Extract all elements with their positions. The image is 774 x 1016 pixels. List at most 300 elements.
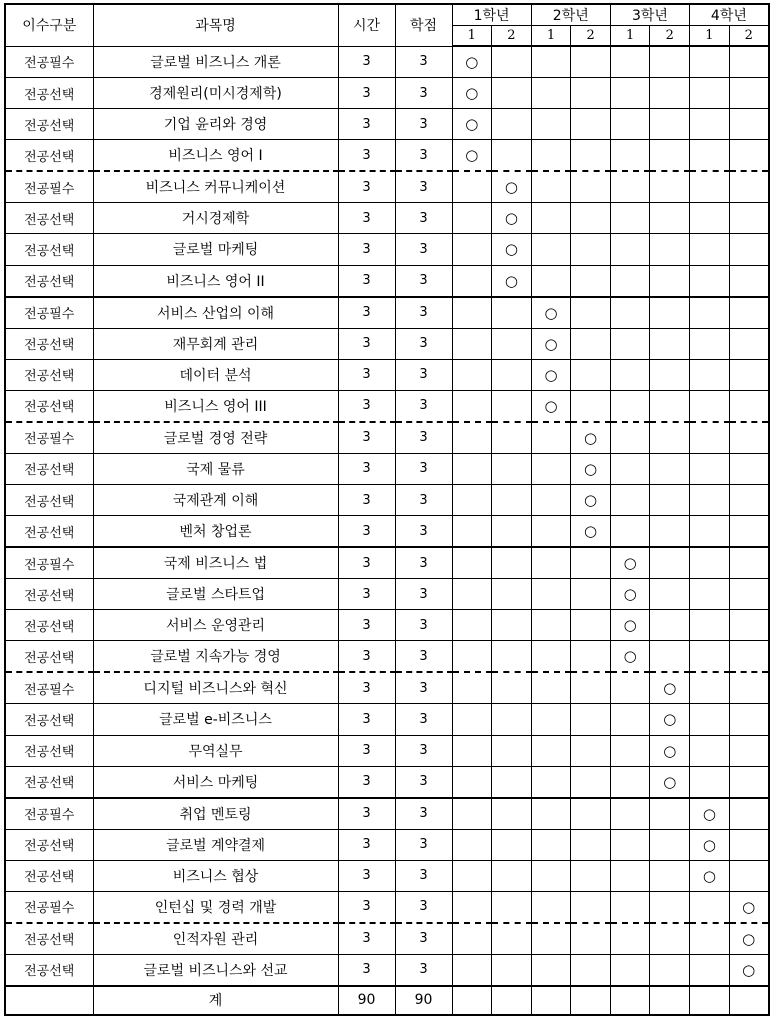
semester-cell [571,766,611,798]
semester-cell [729,46,769,78]
semester-cell [571,390,611,422]
semester-cell [571,610,611,641]
semester-mark-circle: ○ [650,672,690,704]
semester-cell [610,234,650,265]
semester-cell [610,516,650,548]
total-label: 계 [93,986,338,1015]
semester-cell [729,672,769,704]
semester-cell [531,140,571,172]
semester-mark-circle: ○ [610,610,650,641]
semester-cell [610,265,650,297]
credits-cell: 3 [395,547,452,579]
credits-cell: 3 [395,860,452,891]
credits-cell: 3 [395,234,452,265]
semester-cell [492,672,532,704]
semester-cell [650,171,690,203]
semester-cell [531,516,571,548]
table-row [5,484,769,515]
hours-cell: 3 [338,328,395,359]
course-name-cell: 무역실무 [93,735,338,766]
semester-cell [610,829,650,860]
semester-cell [610,484,650,515]
semester-cell [729,704,769,735]
semester-mark-circle: ○ [571,484,611,515]
total-empty-cell [5,986,93,1015]
semester-cell [492,547,532,579]
hours-cell: 3 [338,641,395,673]
semester-cell [650,265,690,297]
semester-cell [729,78,769,109]
semester-cell [531,672,571,704]
semester-cell [729,203,769,234]
semester-cell [571,798,611,830]
credits-cell: 3 [395,484,452,515]
semester-mark-circle: ○ [650,766,690,798]
semester-cell [650,484,690,515]
course-name-cell: 글로벌 지속가능 경영 [93,641,338,673]
course-name-cell: 글로벌 비즈니스와 선교 [93,954,338,986]
hours-cell: 3 [338,704,395,735]
header-semester: 2 [650,26,690,47]
credits-cell: 3 [395,453,452,484]
semester-cell [492,297,532,329]
header-semester: 2 [492,26,532,47]
semester-cell [531,704,571,735]
semester-cell [571,672,611,704]
semester-cell [610,78,650,109]
table-row [5,766,769,798]
course-name-cell: 비즈니스 협상 [93,860,338,891]
category-cell: 전공선택 [5,579,93,610]
semester-cell [690,735,730,766]
hours-cell: 3 [338,109,395,140]
semester-cell [492,798,532,830]
course-name-cell: 서비스 운영관리 [93,610,338,641]
semester-cell [492,328,532,359]
semester-cell [531,78,571,109]
semester-cell [690,140,730,172]
semester-cell [452,171,492,203]
semester-cell [690,704,730,735]
total-empty-cell [492,986,532,1015]
category-cell: 전공필수 [5,547,93,579]
table-row [5,171,769,203]
header-semester: 1 [531,26,571,47]
credits-cell: 3 [395,672,452,704]
semester-cell [452,954,492,986]
semester-cell [650,954,690,986]
credits-cell: 3 [395,390,452,422]
table-row [5,453,769,484]
total-hours: 90 [338,986,395,1015]
semester-cell [690,265,730,297]
semester-cell [531,579,571,610]
semester-cell [610,704,650,735]
credits-cell: 3 [395,140,452,172]
credits-cell: 3 [395,735,452,766]
hours-cell: 3 [338,422,395,454]
hours-cell: 3 [338,390,395,422]
table-row [5,547,769,579]
semester-cell [690,516,730,548]
semester-cell [492,860,532,891]
semester-cell [571,735,611,766]
semester-cell [610,297,650,329]
header-hours: 시간 [338,4,395,46]
category-cell: 전공선택 [5,78,93,109]
table-row [5,860,769,891]
course-name-cell: 국제 물류 [93,453,338,484]
table-row [5,109,769,140]
semester-cell [492,735,532,766]
semester-cell [610,860,650,891]
semester-cell [452,484,492,515]
semester-cell [531,891,571,923]
category-cell: 전공선택 [5,735,93,766]
semester-cell [610,672,650,704]
semester-cell [452,203,492,234]
semester-cell [531,422,571,454]
total-empty-cell [729,986,769,1015]
table-row [5,954,769,986]
table-row [5,579,769,610]
category-cell: 전공필수 [5,297,93,329]
credits-cell: 3 [395,328,452,359]
table-row [5,359,769,390]
semester-cell [571,641,611,673]
semester-cell [690,547,730,579]
semester-cell [492,923,532,955]
semester-cell [650,829,690,860]
semester-cell [610,328,650,359]
category-cell: 전공선택 [5,923,93,955]
total-credits: 90 [395,986,452,1015]
credits-cell: 3 [395,891,452,923]
total-empty-cell [571,986,611,1015]
total-empty-cell [452,986,492,1015]
hours-cell: 3 [338,860,395,891]
semester-cell [729,140,769,172]
course-name-cell: 비즈니스 영어 I [93,140,338,172]
semester-cell [650,328,690,359]
table-row [5,203,769,234]
semester-cell [452,516,492,548]
table-row [5,328,769,359]
semester-cell [729,484,769,515]
table-row [5,735,769,766]
course-name-cell: 서비스 산업의 이해 [93,297,338,329]
hours-cell: 3 [338,453,395,484]
hours-cell: 3 [338,265,395,297]
category-cell: 전공필수 [5,891,93,923]
course-name-cell: 글로벌 e-비즈니스 [93,704,338,735]
semester-cell [690,641,730,673]
hours-cell: 3 [338,140,395,172]
semester-mark-circle: ○ [452,109,492,140]
semester-mark-circle: ○ [531,297,571,329]
hours-cell: 3 [338,579,395,610]
course-name-cell: 디지털 비즈니스와 혁신 [93,672,338,704]
header-semester: 1 [690,26,730,47]
semester-cell [610,453,650,484]
semester-cell [610,923,650,955]
semester-cell [650,78,690,109]
semester-cell [690,203,730,234]
semester-mark-circle: ○ [571,516,611,548]
credits-cell: 3 [395,203,452,234]
credits-cell: 3 [395,265,452,297]
semester-cell [452,359,492,390]
semester-cell [492,109,532,140]
semester-cell [571,891,611,923]
semester-cell [452,297,492,329]
semester-mark-circle: ○ [729,954,769,986]
semester-cell [531,171,571,203]
semester-cell [650,453,690,484]
semester-cell [531,641,571,673]
semester-cell [492,704,532,735]
table-row [5,422,769,454]
course-name-cell: 글로벌 마케팅 [93,234,338,265]
semester-cell [531,46,571,78]
credits-cell: 3 [395,359,452,390]
semester-mark-circle: ○ [452,78,492,109]
category-cell: 전공선택 [5,860,93,891]
semester-cell [690,672,730,704]
semester-cell [492,453,532,484]
semester-cell [729,328,769,359]
semester-cell [729,766,769,798]
course-name-cell: 비즈니스 영어 III [93,390,338,422]
semester-cell [571,203,611,234]
semester-cell [729,798,769,830]
semester-cell [492,579,532,610]
semester-cell [531,610,571,641]
semester-cell [531,954,571,986]
category-cell: 전공선택 [5,265,93,297]
semester-cell [571,923,611,955]
semester-cell [610,203,650,234]
total-empty-cell [650,986,690,1015]
table-row [5,78,769,109]
semester-cell [610,46,650,78]
course-name-cell: 인적자원 관리 [93,923,338,955]
semester-cell [650,46,690,78]
table-header [5,4,769,46]
category-cell: 전공선택 [5,359,93,390]
semester-cell [729,579,769,610]
semester-cell [531,798,571,830]
hours-cell: 3 [338,735,395,766]
semester-cell [610,798,650,830]
header-semester: 1 [452,26,492,47]
hours-cell: 3 [338,829,395,860]
semester-cell [729,860,769,891]
table-row [5,798,769,830]
semester-cell [690,171,730,203]
semester-cell [571,829,611,860]
semester-mark-circle: ○ [531,328,571,359]
category-cell: 전공선택 [5,109,93,140]
semester-cell [729,422,769,454]
category-cell: 전공선택 [5,641,93,673]
credits-cell: 3 [395,109,452,140]
credits-cell: 3 [395,704,452,735]
semester-cell [729,516,769,548]
header-year-1: 1학년 [452,4,531,26]
semester-cell [650,641,690,673]
semester-cell [690,579,730,610]
semester-cell [531,860,571,891]
semester-cell [452,891,492,923]
category-cell: 전공필수 [5,672,93,704]
semester-cell [729,735,769,766]
semester-cell [492,359,532,390]
course-name-cell: 재무회계 관리 [93,328,338,359]
hours-cell: 3 [338,46,395,78]
category-cell: 전공선택 [5,954,93,986]
semester-cell [690,766,730,798]
semester-cell [690,390,730,422]
category-cell: 전공선택 [5,390,93,422]
total-empty-cell [531,986,571,1015]
semester-mark-circle: ○ [571,453,611,484]
semester-mark-circle: ○ [492,234,532,265]
header-year-4: 4학년 [690,4,769,26]
semester-cell [531,923,571,955]
semester-cell [650,579,690,610]
category-cell: 전공선택 [5,203,93,234]
semester-cell [571,328,611,359]
semester-cell [452,735,492,766]
table-row [5,390,769,422]
semester-cell [690,359,730,390]
semester-cell [650,203,690,234]
semester-cell [492,422,532,454]
semester-cell [531,109,571,140]
category-cell: 전공필수 [5,46,93,78]
course-name-cell: 벤처 창업론 [93,516,338,548]
course-name-cell: 인턴십 및 경력 개발 [93,891,338,923]
total-empty-cell [690,986,730,1015]
semester-cell [492,140,532,172]
header-year-3: 3학년 [610,4,689,26]
semester-mark-circle: ○ [531,390,571,422]
course-name-cell: 글로벌 경영 전략 [93,422,338,454]
semester-mark-circle: ○ [492,171,532,203]
semester-cell [650,860,690,891]
table-row [5,610,769,641]
semester-cell [452,579,492,610]
course-name-cell: 글로벌 스타트업 [93,579,338,610]
credits-cell: 3 [395,297,452,329]
semester-cell [729,547,769,579]
semester-cell [690,610,730,641]
semester-cell [729,641,769,673]
table-row [5,516,769,548]
semester-cell [650,422,690,454]
credits-cell: 3 [395,516,452,548]
semester-cell [452,547,492,579]
semester-cell [610,171,650,203]
semester-cell [571,140,611,172]
table-row [5,891,769,923]
table-row [5,641,769,673]
hours-cell: 3 [338,923,395,955]
curriculum-table [4,3,770,1016]
semester-cell [650,516,690,548]
semester-cell [571,109,611,140]
semester-cell [492,484,532,515]
semester-cell [690,234,730,265]
semester-cell [492,954,532,986]
credits-cell: 3 [395,610,452,641]
table-footer [5,986,769,1015]
semester-cell [571,234,611,265]
semester-cell [690,422,730,454]
semester-cell [492,46,532,78]
credits-cell: 3 [395,954,452,986]
semester-cell [690,954,730,986]
course-name-cell: 서비스 마케팅 [93,766,338,798]
hours-cell: 3 [338,484,395,515]
header-semester: 2 [571,26,611,47]
semester-cell [690,78,730,109]
credits-cell: 3 [395,46,452,78]
table-row [5,140,769,172]
header-credits: 학점 [395,4,452,46]
hours-cell: 3 [338,78,395,109]
semester-cell [729,234,769,265]
table-row [5,923,769,955]
semester-cell [650,297,690,329]
semester-cell [452,390,492,422]
semester-cell [729,265,769,297]
semester-cell [571,704,611,735]
semester-mark-circle: ○ [492,203,532,234]
table-row [5,234,769,265]
semester-cell [690,109,730,140]
category-cell: 전공선택 [5,766,93,798]
semester-cell [610,954,650,986]
hours-cell: 3 [338,234,395,265]
semester-cell [729,453,769,484]
credits-cell: 3 [395,579,452,610]
hours-cell: 3 [338,610,395,641]
credits-cell: 3 [395,422,452,454]
semester-cell [690,923,730,955]
semester-cell [571,359,611,390]
semester-cell [531,453,571,484]
credits-cell: 3 [395,766,452,798]
semester-cell [571,265,611,297]
table-row [5,265,769,297]
semester-cell [571,46,611,78]
semester-mark-circle: ○ [729,891,769,923]
hours-cell: 3 [338,203,395,234]
semester-cell [492,891,532,923]
semester-cell [610,735,650,766]
hours-cell: 3 [338,891,395,923]
semester-cell [571,579,611,610]
semester-cell [531,547,571,579]
semester-cell [610,109,650,140]
semester-cell [650,547,690,579]
semester-cell [729,171,769,203]
hours-cell: 3 [338,171,395,203]
semester-cell [452,234,492,265]
semester-cell [531,766,571,798]
